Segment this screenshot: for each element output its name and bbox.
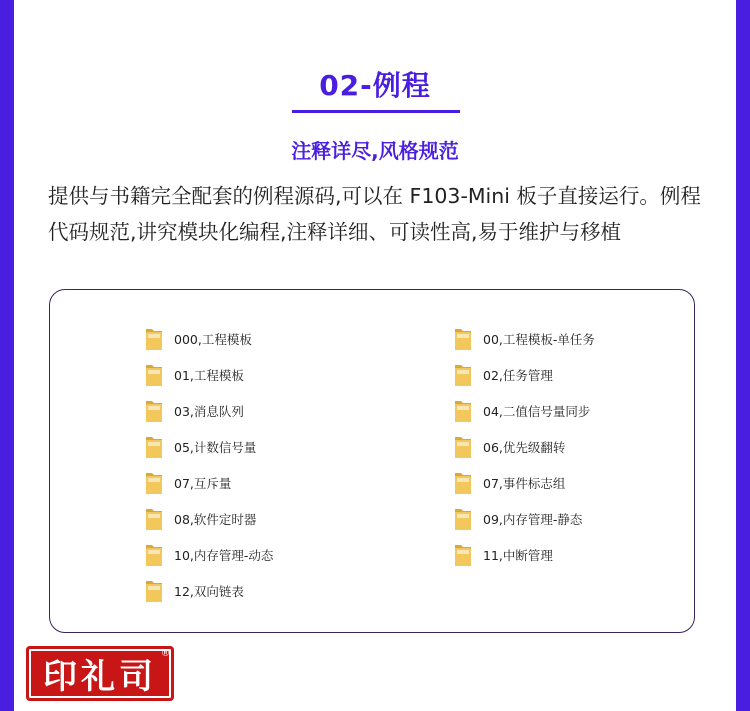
folder-label: 11,中断管理 (483, 548, 553, 563)
folder-item[interactable] (453, 326, 595, 352)
folder-item[interactable] (144, 506, 256, 532)
folder-item[interactable] (144, 326, 252, 352)
folder-label: 03,消息队列 (174, 404, 244, 419)
folder-label: 00,工程模板-单任务 (483, 332, 595, 347)
folder-icon (453, 434, 473, 460)
folder-label: 02,任务管理 (483, 368, 553, 383)
right-border (736, 0, 750, 711)
folder-icon (144, 434, 164, 460)
folder-item[interactable] (144, 398, 244, 424)
folder-icon (144, 326, 164, 352)
registered-mark: ® (161, 649, 170, 659)
folder-icon (453, 326, 473, 352)
folder-label: 12,双向链表 (174, 584, 244, 599)
folder-item[interactable] (144, 434, 256, 460)
folder-item[interactable] (144, 578, 244, 604)
title-underline (292, 110, 460, 113)
folder-item[interactable] (453, 506, 582, 532)
folder-item[interactable] (144, 470, 231, 496)
folder-icon (144, 362, 164, 388)
folder-label: 000,工程模板 (174, 332, 252, 347)
folder-label: 06,优先级翻转 (483, 440, 566, 455)
description (48, 178, 718, 250)
folder-icon (453, 470, 473, 496)
description-line-2: 代码规范,讲究模块化编程,注释详细、可读性高,易于维护与移植 (48, 220, 622, 244)
folder-icon (144, 398, 164, 424)
folder-item[interactable] (144, 542, 273, 568)
section-subtitle: 注释详尽,风格规范 (291, 139, 459, 163)
folder-item[interactable] (453, 362, 553, 388)
folder-icon (144, 578, 164, 604)
folder-icon (453, 362, 473, 388)
folder-icon (453, 398, 473, 424)
folder-label: 07,互斥量 (174, 476, 232, 491)
folder-icon (453, 506, 473, 532)
folder-item[interactable] (144, 362, 244, 388)
folder-icon (453, 542, 473, 568)
folder-label: 08,软件定时器 (174, 512, 257, 527)
folder-item[interactable] (453, 398, 590, 424)
folder-label: 04,二值信号量同步 (483, 404, 591, 419)
folder-icon (144, 542, 164, 568)
left-border (0, 0, 14, 711)
folder-item[interactable] (453, 542, 553, 568)
description-line-1: 提供与书籍完全配套的例程源码,可以在 F103-Mini 板子直接运行。例程 (48, 184, 701, 208)
folder-label: 01,工程模板 (174, 368, 244, 383)
folder-item[interactable] (453, 470, 565, 496)
folder-label: 07,事件标志组 (483, 476, 566, 491)
file-list-panel (49, 289, 695, 633)
folder-label: 05,计数信号量 (174, 440, 257, 455)
section-title: 02-例程 (319, 69, 431, 102)
folder-icon (144, 470, 164, 496)
folder-label: 09,内存管理-静态 (483, 512, 583, 527)
folder-label: 10,内存管理-动态 (174, 548, 274, 563)
brand-seal (26, 646, 174, 701)
folder-item[interactable] (453, 434, 565, 460)
folder-icon (144, 506, 164, 532)
seal-text: 印礼司 (43, 657, 157, 697)
